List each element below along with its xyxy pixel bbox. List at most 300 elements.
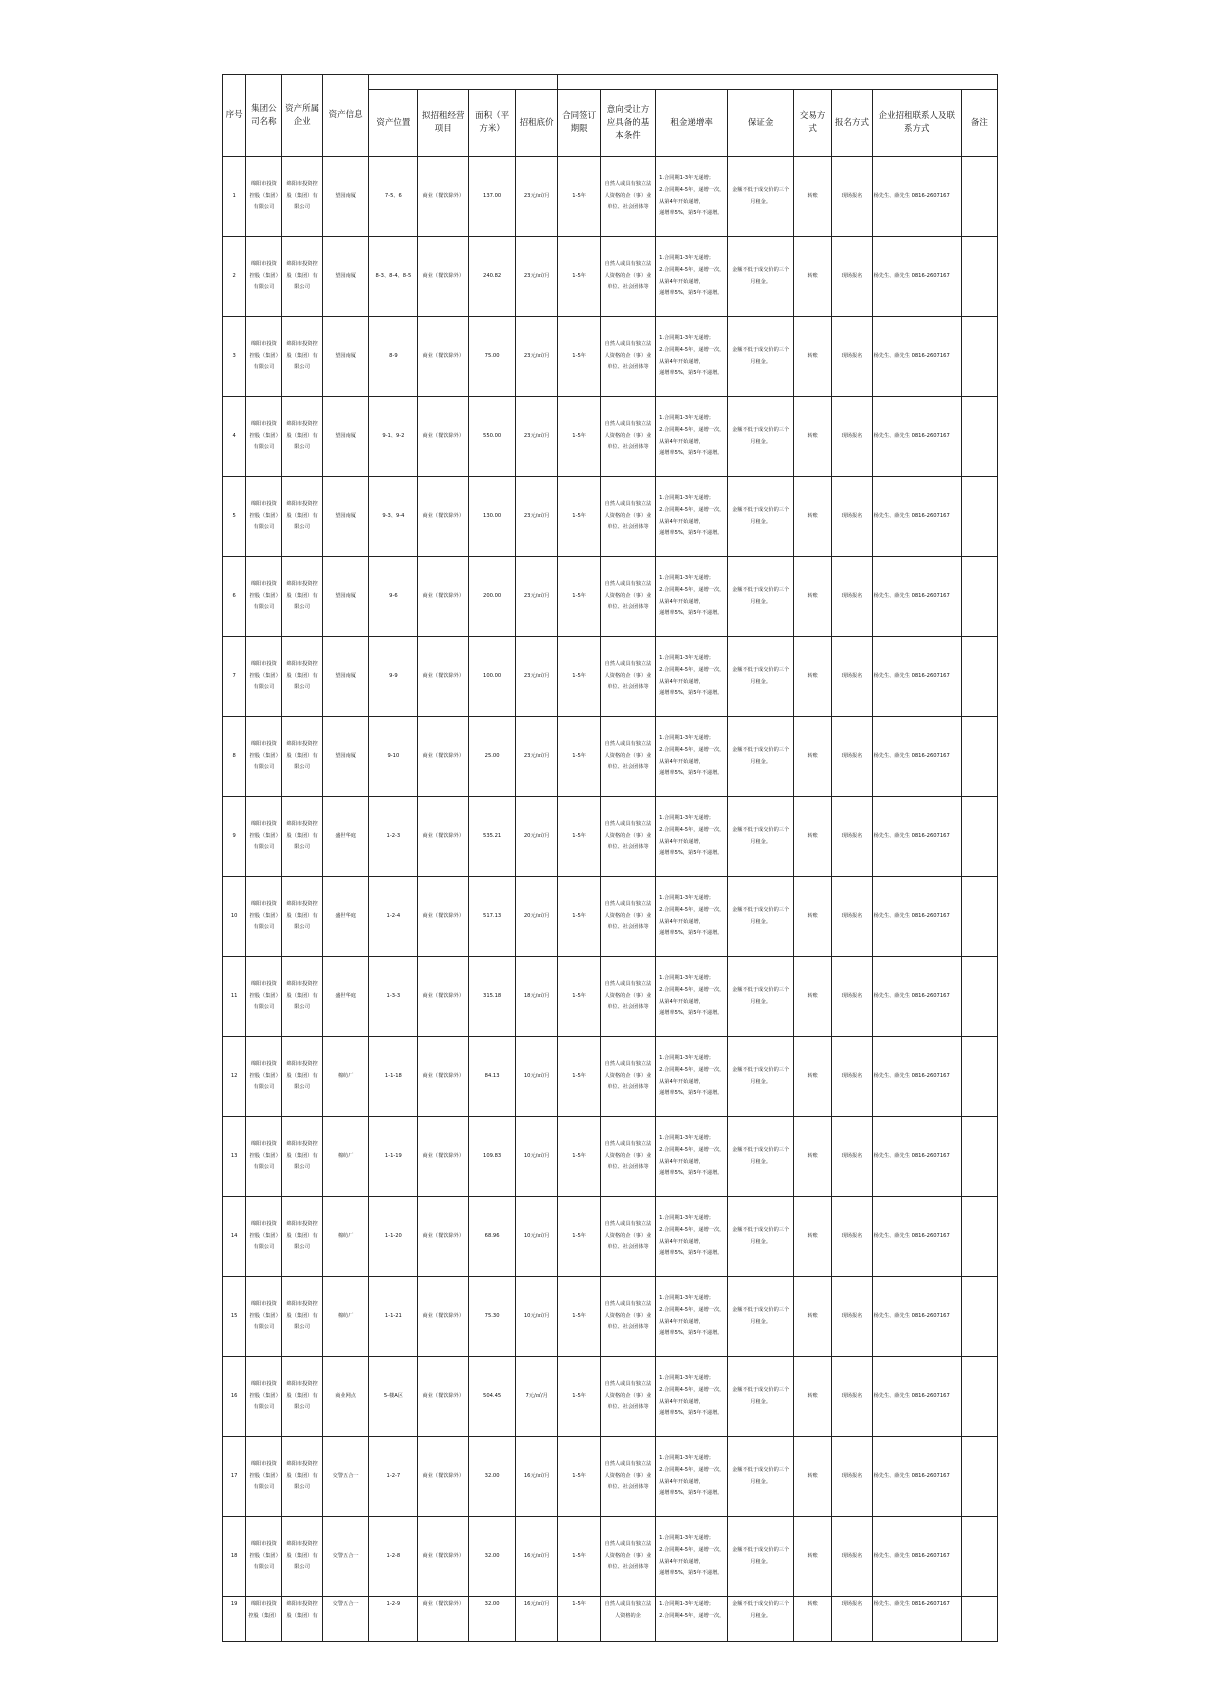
cell-remark xyxy=(961,1037,997,1117)
cell-term: 1-5年 xyxy=(558,1517,600,1597)
cell-conditions: 自然人或具有独立法人资格的企（事）业单位、社会团体等 xyxy=(600,1437,655,1517)
cell-remark xyxy=(961,157,997,237)
header-price: 招租底价 xyxy=(515,90,557,157)
cell-term: 1-5年 xyxy=(558,157,600,237)
cell-remark xyxy=(961,1597,997,1642)
cell-term: 1-5年 xyxy=(558,317,600,397)
cell-trade-method: 转账 xyxy=(794,717,832,797)
cell-contact: 杨先生、薛先生 0816-2607167 xyxy=(872,877,961,957)
rent-increase-line: 1.合同期1-3年无递增； xyxy=(659,415,714,422)
cell-project: 商业（餐饮除外） xyxy=(418,877,469,957)
rent-increase-line: 递增率5%，第5年不递增。 xyxy=(659,770,723,777)
cell-asset: 盛世华庭 xyxy=(322,797,369,877)
cell-signup-method: 现场报名 xyxy=(832,1197,872,1277)
cell-asset: 交警五合一 xyxy=(322,1517,369,1597)
rent-increase-line: 1.合同期1-3年无递增； xyxy=(659,1455,714,1462)
rent-increase-line: 2.合同期4-5年，递增一次，从第4年开始递增， xyxy=(659,186,725,205)
cell-deposit: 金额不低于成交价的三个月租金。 xyxy=(728,397,794,477)
cell-project: 商业（餐饮除外） xyxy=(418,1117,469,1197)
cell-asset: 棉纺厂 xyxy=(322,1117,369,1197)
cell-project: 商业（餐饮除外） xyxy=(418,1437,469,1517)
cell-conditions: 自然人或具有独立法人资格的企（事）业单位、社会团体等 xyxy=(600,317,655,397)
table-row xyxy=(223,557,998,637)
cell-seq: 2 xyxy=(223,237,246,317)
cell-signup-method: 现场报名 xyxy=(832,717,872,797)
rent-increase-line: 递增率5%，第5年不递增。 xyxy=(659,530,723,537)
cell-contact: 杨先生、薛先生 0816-2607167 xyxy=(872,477,961,557)
cell-location: 1-1-20 xyxy=(369,1197,418,1277)
cell-seq: 17 xyxy=(223,1437,246,1517)
cell-owner: 绵阳市投资控股（集团）有限公司 xyxy=(282,797,322,877)
cell-area: 517.13 xyxy=(469,877,516,957)
cell-area: 32.00 xyxy=(469,1517,516,1597)
cell-owner: 绵阳市投资控股（集团）有限公司 xyxy=(282,237,322,317)
cell-area: 25.00 xyxy=(469,717,516,797)
cell-term: 1-5年 xyxy=(558,717,600,797)
table-row xyxy=(223,877,998,957)
cell-location: 8-9 xyxy=(369,317,418,397)
cell-price: 23元/㎡/月 xyxy=(515,157,557,237)
cell-area: 550.00 xyxy=(469,397,516,477)
cell-conditions: 自然人或具有独立法人资格的企 xyxy=(600,1597,655,1642)
cell-area: 315.18 xyxy=(469,957,516,1037)
cell-project: 商业（餐饮除外） xyxy=(418,1597,469,1642)
rent-increase-line: 2.合同期4-5年，递增一次，从第4年开始递增， xyxy=(659,1466,725,1485)
rent-increase-line: 2.合同期4-5年，递增一次，从第4年开始递增， xyxy=(659,746,725,765)
cell-contact: 杨先生、薛先生 0816-2607167 xyxy=(872,1037,961,1117)
cell-contact: 杨先生、薛先生 0816-2607167 xyxy=(872,1117,961,1197)
rent-increase-line: 2.合同期4-5年，递增一次，从第4年开始递增， xyxy=(659,906,725,925)
header-owner: 资产所属企业 xyxy=(282,75,322,157)
cell-contact: 杨先生、薛先生 0816-2607167 xyxy=(872,717,961,797)
cell-project: 商业（餐饮除外） xyxy=(418,1037,469,1117)
rent-increase-line: 2.合同期4-5年，递增一次，从第4年开始递增， xyxy=(659,986,725,1005)
cell-term: 1-5年 xyxy=(558,397,600,477)
cell-price: 20元/㎡/月 xyxy=(515,877,557,957)
cell-owner: 绵阳市投资控股（集团）有 xyxy=(282,1597,322,1642)
rent-increase-line: 1.合同期1-3年无递增； xyxy=(659,655,714,662)
cell-group: 绵阳市投资控股（集团）有限公司 xyxy=(246,557,282,637)
cell-group: 绵阳市投资控股（集团）有限公司 xyxy=(246,1277,282,1357)
cell-group: 绵阳市投资控股（集团）有限公司 xyxy=(246,717,282,797)
cell-project: 商业（餐饮除外） xyxy=(418,1197,469,1277)
cell-location: 9-9 xyxy=(369,637,418,717)
cell-area: 75.00 xyxy=(469,317,516,397)
rent-increase-line: 递增率5%，第5年不递增。 xyxy=(659,1410,723,1417)
cell-group: 绵阳市投资控股（集团）有限公司 xyxy=(246,797,282,877)
cell-group: 绵阳市投资控股（集团）有限公司 xyxy=(246,1117,282,1197)
table-row xyxy=(223,317,998,397)
cell-rent-increase xyxy=(656,1597,728,1642)
cell-rent-increase xyxy=(656,237,728,317)
cell-signup-method: 现场报名 xyxy=(832,1037,872,1117)
cell-project: 商业（餐饮除外） xyxy=(418,237,469,317)
cell-asset: 棉纺厂 xyxy=(322,1277,369,1357)
cell-rent-increase xyxy=(656,477,728,557)
cell-price: 23元/㎡/月 xyxy=(515,477,557,557)
cell-trade-method: 转账 xyxy=(794,1197,832,1277)
rent-increase-line: 1.合同期1-3年无递增； xyxy=(659,335,714,342)
cell-asset: 望园南厦 xyxy=(322,237,369,317)
cell-deposit: 金额不低于成交价的三个月租金。 xyxy=(728,1437,794,1517)
cell-group: 绵阳市投资控股（集团）有限公司 xyxy=(246,637,282,717)
table-row xyxy=(223,797,998,877)
header-term: 合同签订期限 xyxy=(558,90,600,157)
cell-seq: 7 xyxy=(223,637,246,717)
cell-conditions: 自然人或具有独立法人资格的企（事）业单位、社会团体等 xyxy=(600,557,655,637)
cell-location: 8-3、8-4、8-5 xyxy=(369,237,418,317)
cell-owner: 绵阳市投资控股（集团）有限公司 xyxy=(282,1517,322,1597)
table-row xyxy=(223,717,998,797)
rent-increase-line: 1.合同期1-3年无递增； xyxy=(659,1055,714,1062)
rent-increase-line: 1.合同期1-3年无递增； xyxy=(659,1215,714,1222)
cell-deposit: 金额不低于成交价的三个月租金。 xyxy=(728,1517,794,1597)
cell-contact: 杨先生、薛先生 0816-2607167 xyxy=(872,1517,961,1597)
cell-owner: 绵阳市投资控股（集团）有限公司 xyxy=(282,317,322,397)
cell-location: 9-10 xyxy=(369,717,418,797)
cell-owner: 绵阳市投资控股（集团）有限公司 xyxy=(282,1277,322,1357)
cell-conditions: 自然人或具有独立法人资格的企（事）业单位、社会团体等 xyxy=(600,797,655,877)
cell-trade-method: 转账 xyxy=(794,877,832,957)
header-deposit: 保证金 xyxy=(728,90,794,157)
rent-increase-line: 2.合同期4-5年，递增一次，从第4年开始递增， xyxy=(659,1066,725,1085)
table-body xyxy=(223,157,998,1642)
cell-term: 1-5年 xyxy=(558,797,600,877)
cell-owner: 绵阳市投资控股（集团）有限公司 xyxy=(282,1357,322,1437)
header-group-blank-1 xyxy=(369,75,558,90)
cell-asset: 盛世华庭 xyxy=(322,877,369,957)
cell-conditions: 自然人或具有独立法人资格的企（事）业单位、社会团体等 xyxy=(600,1037,655,1117)
cell-location: 1-2-8 xyxy=(369,1517,418,1597)
header-project: 拟招租经营项目 xyxy=(418,90,469,157)
table-row xyxy=(223,1517,998,1597)
cell-contact: 杨先生、薛先生 0816-2607167 xyxy=(872,397,961,477)
cell-seq: 12 xyxy=(223,1037,246,1117)
rent-increase-line: 2.合同期4-5年，递增一次，从第4年开始递增， xyxy=(659,826,725,845)
cell-location: 5-楼A区 xyxy=(369,1357,418,1437)
cell-signup-method: 现场报名 xyxy=(832,1117,872,1197)
cell-seq: 10 xyxy=(223,877,246,957)
cell-seq: 4 xyxy=(223,397,246,477)
cell-location: 1-2-9 xyxy=(369,1597,418,1642)
cell-seq: 1 xyxy=(223,157,246,237)
cell-remark xyxy=(961,1117,997,1197)
cell-seq: 18 xyxy=(223,1517,246,1597)
cell-group: 绵阳市投资控股（集团）有限公司 xyxy=(246,317,282,397)
cell-contact: 杨先生、薛先生 0816-2607167 xyxy=(872,237,961,317)
rent-increase-line: 2.合同期4-5年，递增一次，从第4年开始递增， xyxy=(659,346,725,365)
cell-owner: 绵阳市投资控股（集团）有限公司 xyxy=(282,1037,322,1117)
cell-price: 23元/㎡/月 xyxy=(515,397,557,477)
cell-location: 1-2-4 xyxy=(369,877,418,957)
cell-conditions: 自然人或具有独立法人资格的企（事）业单位、社会团体等 xyxy=(600,1197,655,1277)
rent-increase-line: 递增率5%，第5年不递增。 xyxy=(659,1010,723,1017)
cell-location: 1-2-7 xyxy=(369,1437,418,1517)
cell-contact: 杨先生、薛先生 0816-2607167 xyxy=(872,157,961,237)
rent-increase-line: 递增率5%，第5年不递增。 xyxy=(659,610,723,617)
cell-owner: 绵阳市投资控股（集团）有限公司 xyxy=(282,637,322,717)
rent-increase-line: 递增率5%，第5年不递增。 xyxy=(659,1090,723,1097)
cell-rent-increase xyxy=(656,1517,728,1597)
cell-remark xyxy=(961,1357,997,1437)
cell-remark xyxy=(961,1197,997,1277)
cell-location: 1-1-18 xyxy=(369,1037,418,1117)
cell-remark xyxy=(961,1517,997,1597)
rent-increase-line: 递增率5%，第5年不递增。 xyxy=(659,290,723,297)
header-trade-method: 交易方式 xyxy=(794,90,832,157)
rent-increase-line: 递增率5%，第5年不递增。 xyxy=(659,450,723,457)
rent-increase-line: 1.合同期1-3年无递增； xyxy=(659,575,714,582)
cell-group: 绵阳市投资控股（集团）有限公司 xyxy=(246,1197,282,1277)
cell-deposit: 金额不低于成交价的三个月租金。 xyxy=(728,957,794,1037)
cell-deposit: 金额不低于成交价的三个月租金。 xyxy=(728,1037,794,1117)
cell-seq: 3 xyxy=(223,317,246,397)
cell-owner: 绵阳市投资控股（集团）有限公司 xyxy=(282,397,322,477)
cell-rent-increase xyxy=(656,557,728,637)
cell-trade-method: 转账 xyxy=(794,317,832,397)
header-rent-increase: 租金递增率 xyxy=(656,90,728,157)
cell-asset: 棉纺厂 xyxy=(322,1197,369,1277)
cell-rent-increase xyxy=(656,1037,728,1117)
cell-group: 绵阳市投资控股（集团）有限公司 xyxy=(246,397,282,477)
cell-signup-method: 现场报名 xyxy=(832,237,872,317)
cell-project: 商业（餐饮除外） xyxy=(418,477,469,557)
cell-remark xyxy=(961,957,997,1037)
cell-signup-method: 现场报名 xyxy=(832,1517,872,1597)
cell-price: 10元/㎡/月 xyxy=(515,1037,557,1117)
rent-increase-line: 递增率5%，第5年不递增。 xyxy=(659,690,723,697)
rent-increase-line: 递增率5%，第5年不递增。 xyxy=(659,210,723,217)
cell-term: 1-5年 xyxy=(558,637,600,717)
cell-signup-method: 现场报名 xyxy=(832,397,872,477)
cell-remark xyxy=(961,717,997,797)
cell-price: 23元/㎡/月 xyxy=(515,637,557,717)
cell-owner: 绵阳市投资控股（集团）有限公司 xyxy=(282,1117,322,1197)
cell-conditions: 自然人或具有独立法人资格的企（事）业单位、社会团体等 xyxy=(600,1357,655,1437)
cell-project: 商业（餐饮除外） xyxy=(418,557,469,637)
cell-area: 535.21 xyxy=(469,797,516,877)
cell-group: 绵阳市投资控股（集团）有限公司 xyxy=(246,1037,282,1117)
cell-group: 绵阳市投资控股（集团）有限公司 xyxy=(246,877,282,957)
cell-signup-method: 现场报名 xyxy=(832,1597,872,1642)
rent-increase-line: 递增率5%，第5年不递增。 xyxy=(659,850,723,857)
table-row xyxy=(223,1037,998,1117)
cell-conditions: 自然人或具有独立法人资格的企（事）业单位、社会团体等 xyxy=(600,237,655,317)
rent-increase-line: 1.合同期1-3年无递增； xyxy=(659,1135,714,1142)
rent-increase-line: 2.合同期4-5年，递增一次，从第4年开始递增， xyxy=(659,1386,725,1405)
cell-group: 绵阳市投资控股（集团）有限公司 xyxy=(246,957,282,1037)
cell-remark xyxy=(961,1277,997,1357)
table-row xyxy=(223,237,998,317)
table-row xyxy=(223,1597,998,1642)
cell-deposit: 金额不低于成交价的三个月租金。 xyxy=(728,317,794,397)
cell-deposit: 金额不低于成交价的三个月租金。 xyxy=(728,1117,794,1197)
cell-conditions: 自然人或具有独立法人资格的企（事）业单位、社会团体等 xyxy=(600,397,655,477)
cell-price: 23元/㎡/月 xyxy=(515,237,557,317)
cell-group: 绵阳市投资控股（集团）有限公司 xyxy=(246,237,282,317)
cell-area: 130.00 xyxy=(469,477,516,557)
cell-remark xyxy=(961,397,997,477)
header-location: 资产位置 xyxy=(369,90,418,157)
cell-rent-increase xyxy=(656,637,728,717)
cell-trade-method: 转账 xyxy=(794,957,832,1037)
table-row xyxy=(223,477,998,557)
cell-price: 23元/㎡/月 xyxy=(515,317,557,397)
cell-project: 商业（餐饮除外） xyxy=(418,797,469,877)
cell-group: 绵阳市投资控股（集团）有限公司 xyxy=(246,1357,282,1437)
cell-project: 商业（餐饮除外） xyxy=(418,317,469,397)
cell-location: 9-6 xyxy=(369,557,418,637)
cell-trade-method: 转账 xyxy=(794,397,832,477)
cell-seq: 14 xyxy=(223,1197,246,1277)
cell-area: 100.00 xyxy=(469,637,516,717)
cell-conditions: 自然人或具有独立法人资格的企（事）业单位、社会团体等 xyxy=(600,1517,655,1597)
rent-increase-line: 2.合同期4-5年，递增一次，从第4年开始递增， xyxy=(659,266,725,285)
cell-conditions: 自然人或具有独立法人资格的企（事）业单位、社会团体等 xyxy=(600,957,655,1037)
cell-term: 1-5年 xyxy=(558,1597,600,1642)
cell-project: 商业（餐饮除外） xyxy=(418,157,469,237)
cell-contact: 杨先生、薛先生 0816-2607167 xyxy=(872,797,961,877)
cell-location: 7-5、6 xyxy=(369,157,418,237)
cell-trade-method: 转账 xyxy=(794,477,832,557)
cell-trade-method: 转账 xyxy=(794,557,832,637)
cell-project: 商业（餐饮除外） xyxy=(418,717,469,797)
cell-rent-increase xyxy=(656,1437,728,1517)
rent-increase-line: 1.合同期1-3年无递增； xyxy=(659,1535,714,1542)
cell-signup-method: 现场报名 xyxy=(832,1357,872,1437)
cell-group: 绵阳市投资控股（集团）有限公司 xyxy=(246,1517,282,1597)
cell-asset: 棉纺厂 xyxy=(322,1037,369,1117)
rent-increase-line: 1.合同期1-3年无递增； xyxy=(659,175,714,182)
cell-area: 32.00 xyxy=(469,1597,516,1642)
cell-signup-method: 现场报名 xyxy=(832,797,872,877)
cell-deposit: 金额不低于成交价的三个月租金。 xyxy=(728,1197,794,1277)
rent-increase-line: 递增率5%，第5年不递增。 xyxy=(659,1250,723,1257)
cell-trade-method: 转账 xyxy=(794,1037,832,1117)
cell-area: 75.30 xyxy=(469,1277,516,1357)
rent-increase-line: 2.合同期4-5年，递增一次，从第4年开始递增， xyxy=(659,666,725,685)
cell-price: 18元/㎡/月 xyxy=(515,957,557,1037)
cell-term: 1-5年 xyxy=(558,1277,600,1357)
cell-contact: 杨先生、薛先生 0816-2607167 xyxy=(872,637,961,717)
cell-price: 10元/㎡/月 xyxy=(515,1197,557,1277)
cell-contact: 杨先生、薛先生 0816-2607167 xyxy=(872,1597,961,1642)
rent-increase-line: 2.合同期4-5年，递增一次，从第4年开始递增， xyxy=(659,586,725,605)
cell-signup-method: 现场报名 xyxy=(832,157,872,237)
cell-price: 23元/㎡/月 xyxy=(515,717,557,797)
cell-remark xyxy=(961,797,997,877)
rent-increase-line: 递增率5%，第5年不递增。 xyxy=(659,1330,723,1337)
cell-asset: 交警五合一 xyxy=(322,1437,369,1517)
cell-seq: 16 xyxy=(223,1357,246,1437)
cell-group: 绵阳市投资控股（集团） xyxy=(246,1597,282,1642)
cell-trade-method: 转账 xyxy=(794,1357,832,1437)
cell-contact: 杨先生、薛先生 0816-2607167 xyxy=(872,1437,961,1517)
cell-area: 200.00 xyxy=(469,557,516,637)
cell-rent-increase xyxy=(656,397,728,477)
cell-asset: 商业网点 xyxy=(322,1357,369,1437)
cell-trade-method: 转账 xyxy=(794,1437,832,1517)
cell-project: 商业（餐饮除外） xyxy=(418,1357,469,1437)
cell-asset: 望园南厦 xyxy=(322,637,369,717)
cell-term: 1-5年 xyxy=(558,1437,600,1517)
rent-increase-line: 递增率5%，第5年不递增。 xyxy=(659,370,723,377)
cell-asset: 望园南厦 xyxy=(322,317,369,397)
header-remark: 备注 xyxy=(961,90,997,157)
cell-seq: 13 xyxy=(223,1117,246,1197)
cell-area: 84.13 xyxy=(469,1037,516,1117)
cell-remark xyxy=(961,237,997,317)
cell-term: 1-5年 xyxy=(558,1197,600,1277)
cell-trade-method: 转账 xyxy=(794,1277,832,1357)
cell-remark xyxy=(961,557,997,637)
cell-remark xyxy=(961,877,997,957)
cell-remark xyxy=(961,317,997,397)
rent-increase-line: 2.合同期4-5年，递增一次，从第4年开始递增， xyxy=(659,1546,725,1565)
rent-increase-line: 2.合同期4-5年，递增一次，从第4年开始递增， xyxy=(659,426,725,445)
header-group: 集团公司名称 xyxy=(246,75,282,157)
rent-increase-line: 1.合同期1-3年无递增； xyxy=(659,895,714,902)
cell-deposit: 金额不低于成交价的三个月租金。 xyxy=(728,637,794,717)
rent-increase-line: 2.合同期4-5年，递增一次，从第4年开始递增， xyxy=(659,1226,725,1245)
cell-price: 16元/㎡/月 xyxy=(515,1437,557,1517)
table-row xyxy=(223,397,998,477)
cell-seq: 15 xyxy=(223,1277,246,1357)
cell-deposit: 金额不低于成交价的三个月租金。 xyxy=(728,477,794,557)
cell-seq: 8 xyxy=(223,717,246,797)
cell-price: 10元/㎡/月 xyxy=(515,1277,557,1357)
cell-area: 240.82 xyxy=(469,237,516,317)
cell-trade-method: 转账 xyxy=(794,797,832,877)
cell-seq: 9 xyxy=(223,797,246,877)
cell-project: 商业（餐饮除外） xyxy=(418,397,469,477)
cell-rent-increase xyxy=(656,157,728,237)
cell-seq: 5 xyxy=(223,477,246,557)
cell-trade-method: 转账 xyxy=(794,1597,832,1642)
cell-rent-increase xyxy=(656,797,728,877)
cell-signup-method: 现场报名 xyxy=(832,557,872,637)
cell-price: 16元/㎡/月 xyxy=(515,1517,557,1597)
header-conditions: 意向受让方应具备的基本条件 xyxy=(600,90,655,157)
cell-contact: 杨先生、薛先生 0816-2607167 xyxy=(872,1277,961,1357)
table-row xyxy=(223,1197,998,1277)
cell-owner: 绵阳市投资控股（集团）有限公司 xyxy=(282,877,322,957)
cell-asset: 望园南厦 xyxy=(322,397,369,477)
cell-owner: 绵阳市投资控股（集团）有限公司 xyxy=(282,157,322,237)
cell-conditions: 自然人或具有独立法人资格的企（事）业单位、社会团体等 xyxy=(600,877,655,957)
cell-location: 1-1-21 xyxy=(369,1277,418,1357)
cell-signup-method: 现场报名 xyxy=(832,637,872,717)
header-seq: 序号 xyxy=(223,75,246,157)
rent-increase-line: 递增率5%，第5年不递增。 xyxy=(659,1490,723,1497)
cell-remark xyxy=(961,477,997,557)
cell-deposit: 金额不低于成交价的三个月租金。 xyxy=(728,157,794,237)
cell-group: 绵阳市投资控股（集团）有限公司 xyxy=(246,157,282,237)
cell-conditions: 自然人或具有独立法人资格的企（事）业单位、社会团体等 xyxy=(600,157,655,237)
cell-area: 109.83 xyxy=(469,1117,516,1197)
cell-area: 137.00 xyxy=(469,157,516,237)
rental-listing-table xyxy=(222,74,998,1642)
cell-price: 20元/㎡/月 xyxy=(515,797,557,877)
cell-signup-method: 现场报名 xyxy=(832,1277,872,1357)
cell-project: 商业（餐饮除外） xyxy=(418,1517,469,1597)
cell-conditions: 自然人或具有独立法人资格的企（事）业单位、社会团体等 xyxy=(600,477,655,557)
cell-rent-increase xyxy=(656,877,728,957)
rent-increase-line: 1.合同期1-3年无递增； xyxy=(659,1375,714,1382)
cell-contact: 杨先生、薛先生 0816-2607167 xyxy=(872,957,961,1037)
rent-increase-line: 递增率5%，第5年不递增。 xyxy=(659,930,723,937)
cell-conditions: 自然人或具有独立法人资格的企（事）业单位、社会团体等 xyxy=(600,717,655,797)
